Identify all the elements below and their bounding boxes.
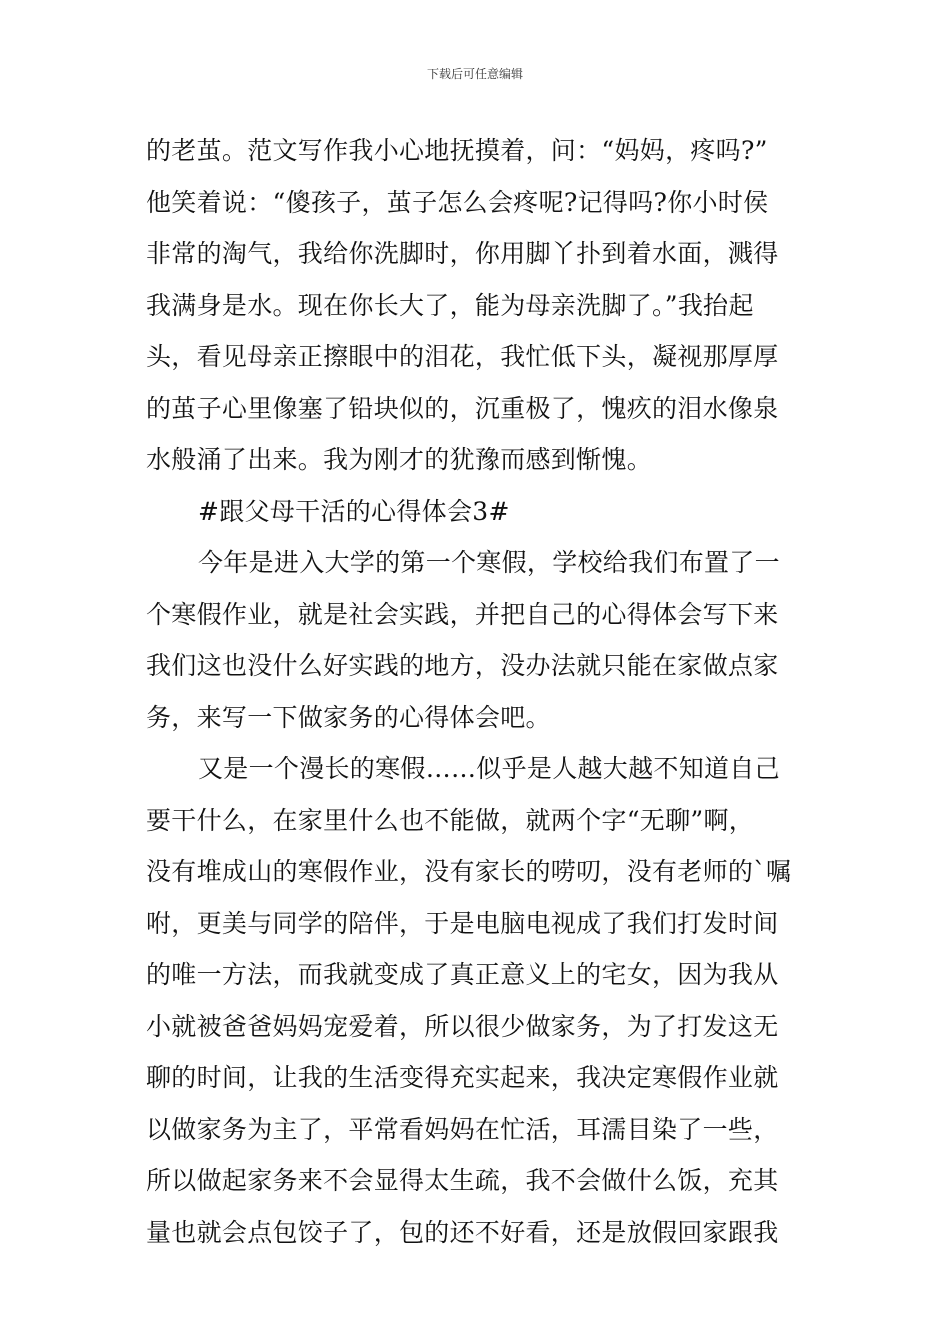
- text-line: 又是一个漫长的寒假……似乎是人越大越不知道自己: [198, 754, 780, 783]
- text-line: 要干什么，在家里什么也不能做，就两个字“无聊”啊，: [146, 805, 755, 835]
- text-line: 务，来写一下做家务的心得体会吧。: [146, 702, 551, 732]
- text-line: 我们这也没什么好实践的地方，没办法就只能在家做点家: [146, 651, 779, 680]
- text-line: 量也就会点包饺子了，包的还不好看，还是放假回家跟我: [146, 1217, 779, 1247]
- text-line: 小就被爸爸妈妈宠爱着，所以很少做家务，为了打发这无: [146, 1011, 779, 1041]
- text-line: 的老茧。范文写作我小心地抚摸着，问：“妈妈，疼吗?”: [146, 136, 768, 165]
- text-line: 的茧子心里像塞了铅块似的，沉重极了，愧疚的泪水像泉: [146, 393, 779, 423]
- text-line: 没有堆成山的寒假作业，没有家长的唠叨，没有老师的`嘱: [146, 857, 792, 886]
- text-line: 头，看见母亲正擦眼中的泪花，我忙低下头，凝视那厚厚: [146, 342, 779, 371]
- text-line: 我满身是水。现在你长大了，能为母亲洗脚了。”我抬起: [146, 290, 754, 320]
- text-line: 以做家务为主了，平常看妈妈在忙活，耳濡目染了一些，: [146, 1114, 779, 1144]
- document-body: [146, 125, 808, 1258]
- text-line: 聊的时间，让我的生活变得充实起来，我决定寒假作业就: [146, 1063, 779, 1092]
- text-line: 非常的淘气，我给你洗脚时，你用脚丫扑到着水面，溅得: [146, 239, 779, 268]
- text-line: 的唯一方法，而我就变成了真正意义上的宅女，因为我从: [146, 960, 779, 989]
- page-header: 下载后可任意编辑: [426, 67, 523, 81]
- text-line: 咐，更美与同学的陪伴，于是电脑电视成了我们打发时间: [146, 908, 779, 938]
- text-line: 今年是进入大学的第一个寒假，学校给我们布置了一: [198, 548, 780, 577]
- text-line: 水般涌了出来。我为刚才的犹豫而感到惭愧。: [146, 445, 653, 474]
- text-line: 个寒假作业，就是社会实践，并把自己的心得体会写下来: [146, 599, 779, 629]
- text-line: 他笑着说：“傻孩子，茧子怎么会疼呢?记得吗?你小时侯: [146, 187, 769, 217]
- section-heading: #跟父母干活的心得体会3#: [198, 496, 510, 526]
- text-line: 所以做起家务来不会显得太生疏，我不会做什么饭，充其: [146, 1166, 779, 1195]
